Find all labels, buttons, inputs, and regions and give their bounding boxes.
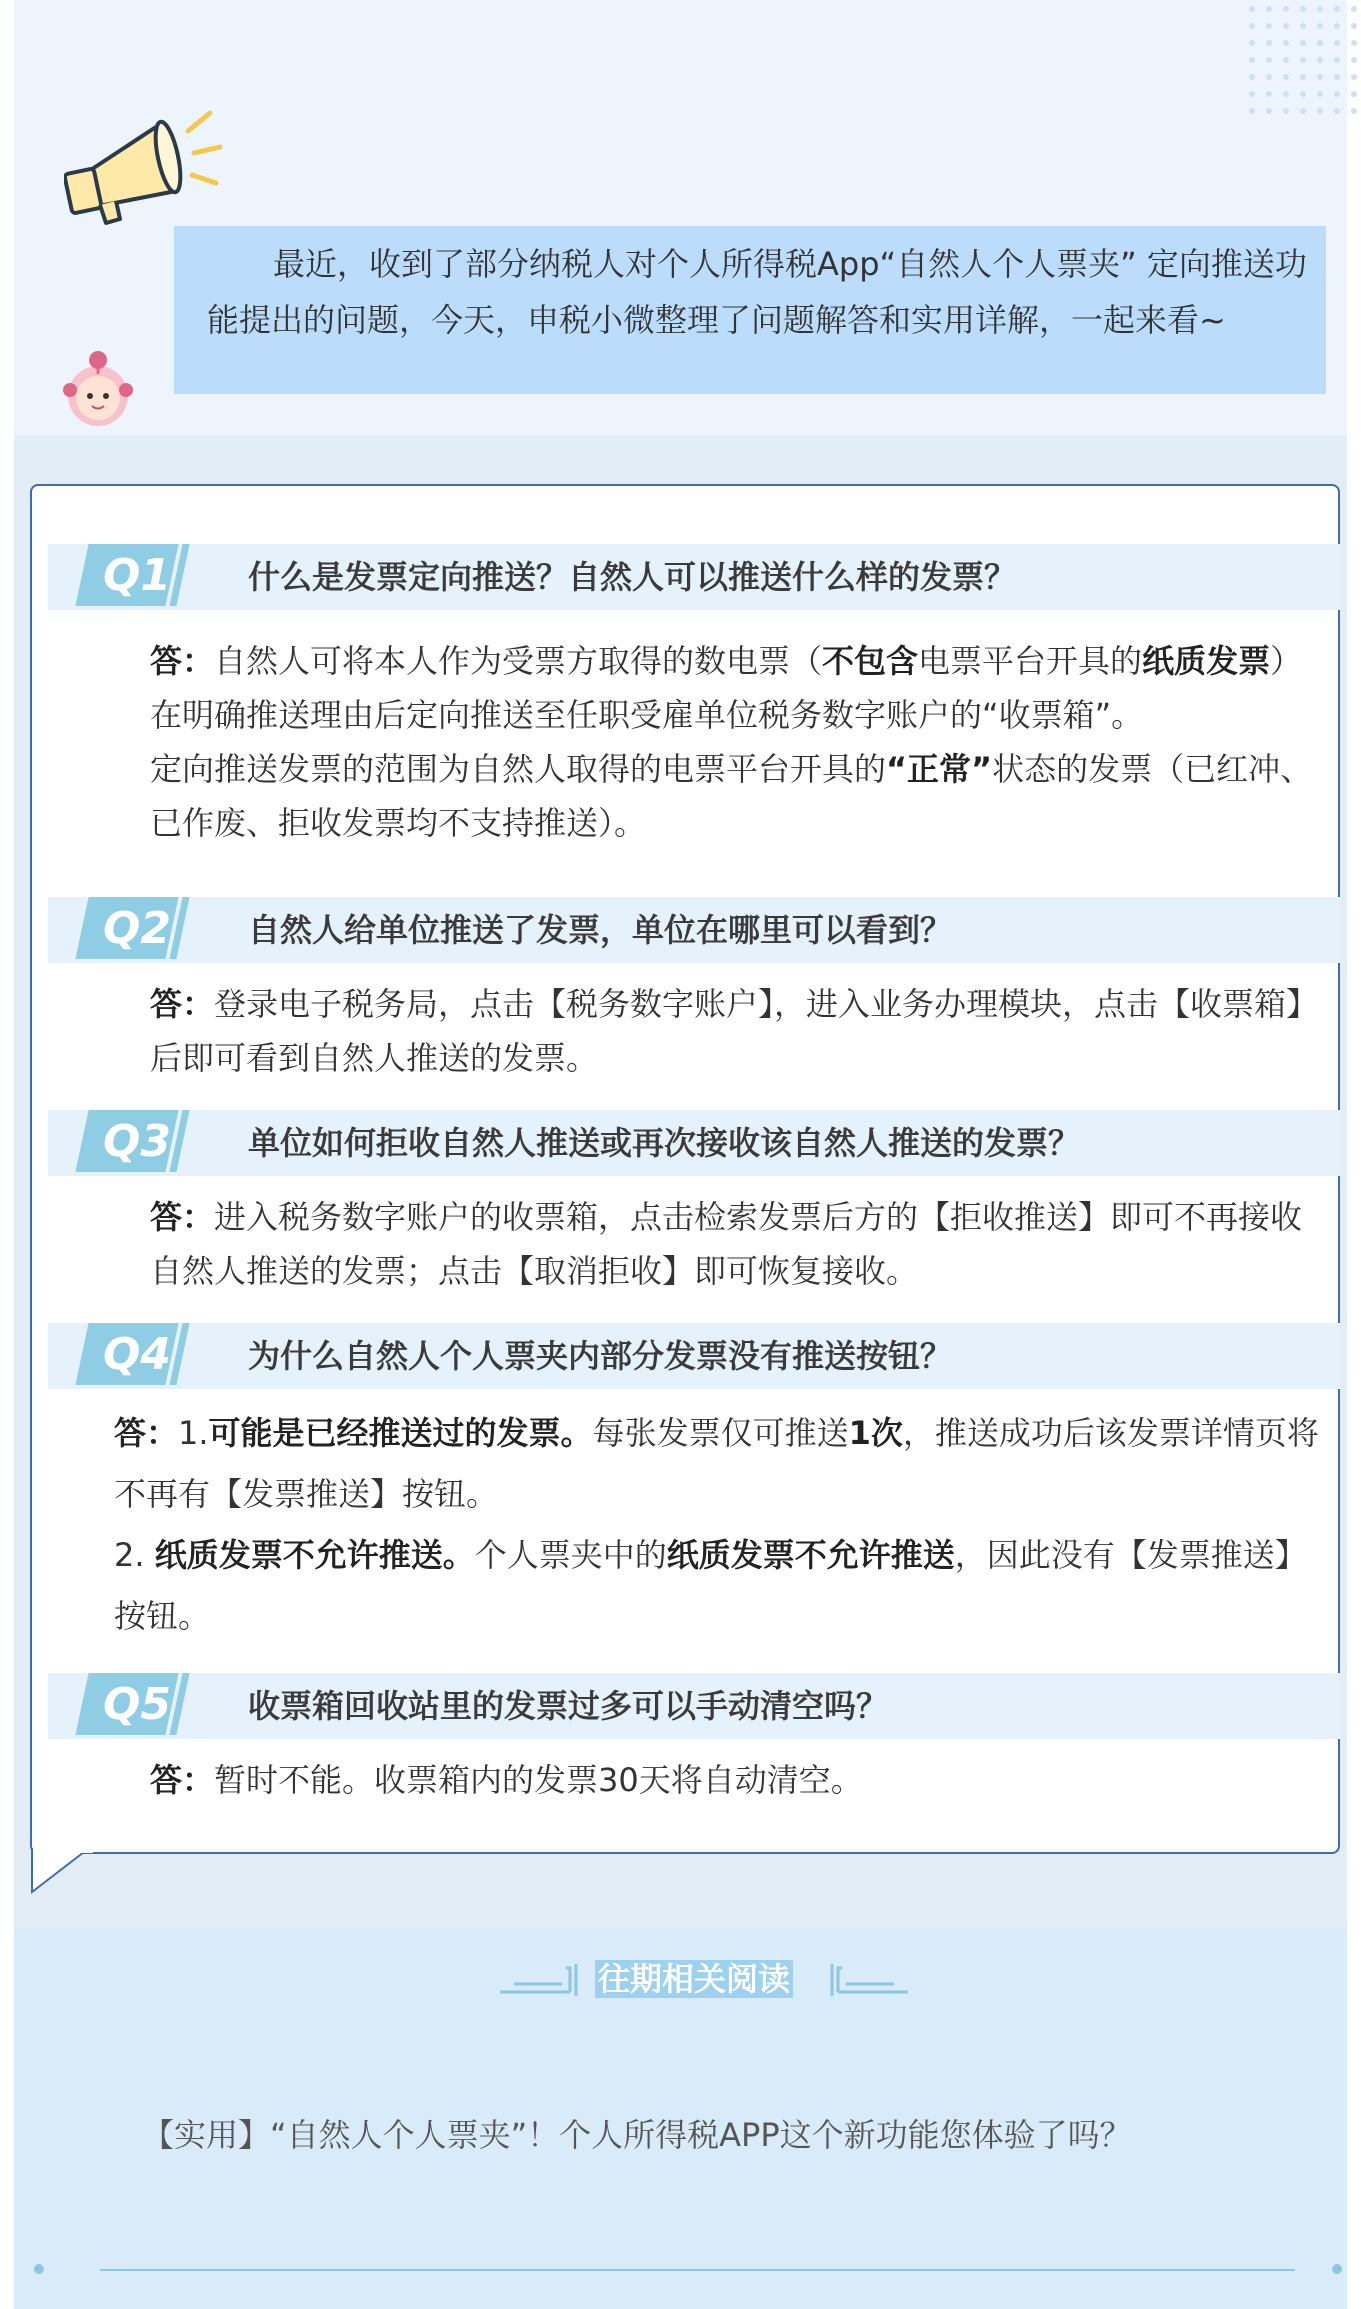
answer-block [48,1389,1340,1647]
answer-bold: 不包含 [822,642,919,680]
question-text: 单位如何拒收自然人推送或再次接收该自然人推送的发票？ [248,1124,1081,1162]
question-text: 什么是发票定向推送？自然人可以推送什么样的发票？ [248,558,1017,596]
answer-bold: 纸质发票不允许推送。 [154,1536,475,1574]
answer-bold: 纸质发票 [1142,642,1271,680]
answer-text: 1. [178,1414,209,1452]
answer-text: 自然人可将本人作为受票方取得的数电票（ [214,642,823,680]
intro-text: 最近，收到了部分纳税人对个人所得税App“自然人个人票夹” 定向推送功能提出的问题，今天，申税小微整理了问题解答和实用详解，一起来看~ [207,245,1307,339]
answer-label: 答： [150,642,215,680]
related-article-link[interactable]: 【实用】“自然人个人票夹”！个人所得税APP这个新功能您体验了吗？ [142,2116,1132,2154]
answer-text: 电票平台开具的 [918,642,1143,680]
question-text: 为什么自然人个人票夹内部分发票没有推送按钮？ [248,1337,953,1375]
answer-text: 状态的发票（已红冲、已作废、拒收发票均不支持推送）。 [150,750,1313,842]
title-line-decoration-left [500,1962,586,2002]
answer-text: 进入税务数字账户的收票箱，点击检索发票后方的【拒收推送】即可不再接收自然人推送的发票；点击【取消拒收】即可恢复接收。 [150,1198,1303,1290]
answer-block [48,1176,1340,1298]
related-reading-title: 往期相关阅读 [595,1960,793,1998]
divider-dot [34,2264,44,2274]
answer-bold: “正常” [886,750,993,788]
question-text: 自然人给单位推送了发票，单位在哪里可以看到？ [248,911,953,949]
qa-item-1 [48,544,1340,850]
answer-bold: 可能是已经推送过的发票。 [208,1414,593,1452]
answer-text: 个人票夹中的 [474,1536,667,1574]
answer-text: ，因此没有【发票推送】按钮。 [114,1536,1307,1635]
answer-block [48,1739,1340,1807]
title-line-decoration-right [822,1962,908,2002]
question-bar [48,897,1340,963]
dot-pattern-decoration [1247,4,1357,124]
megaphone-icon [64,105,224,235]
mascot-avatar [50,338,146,434]
answer-text: 每张发票仅可推送 [592,1414,849,1452]
answer-text: 暂时不能。收票箱内的发票30天将自动清空。 [214,1761,863,1799]
question-badge: Q2 [102,903,172,954]
qa-item-3 [48,1110,1340,1298]
question-text: 收票箱回收站里的发票过多可以手动清空吗？ [248,1687,889,1725]
question-bar [48,544,1340,610]
answer-text: 登录电子税务局，点击【税务数字账户】，进入业务办理模块，点击【收票箱】后即可看到自然人推送的发票。 [150,985,1319,1077]
qa-item-5 [48,1673,1340,1807]
answer-label: 答： [114,1414,179,1452]
qa-item-2 [48,897,1340,1085]
question-bar [48,1110,1340,1176]
question-badge: Q3 [102,1116,172,1167]
answer-text: 定向推送发票的范围为自然人取得的电票平台开具的 [150,750,887,788]
speech-tail-decoration [26,1848,98,1896]
answer-block [48,610,1340,850]
answer-label: 答： [150,1198,215,1236]
answer-label: 答： [150,985,215,1023]
bottom-divider [100,2269,1295,2271]
answer-bold: 1次 [848,1414,903,1452]
question-badge: Q1 [102,550,172,601]
answer-text: ）在明确推送理由后定向推送至任职受雇单位税务数字账户的“收票箱”。 [150,642,1303,734]
question-badge: Q4 [102,1329,172,1380]
answer-bold: 纸质发票不允许推送 [666,1536,955,1574]
answer-text: 2. [114,1536,155,1574]
answer-text: ，推送成功后该发票详情页将不再有【发票推送】按钮。 [114,1414,1319,1513]
intro-text-box [174,226,1326,394]
question-bar [48,1323,1340,1389]
question-bar [48,1673,1340,1739]
article-page [14,0,1347,2309]
answer-block [48,963,1340,1085]
question-badge: Q5 [102,1679,172,1730]
divider-dot [1332,2264,1342,2274]
answer-label: 答： [150,1761,215,1799]
qa-item-4 [48,1323,1340,1647]
